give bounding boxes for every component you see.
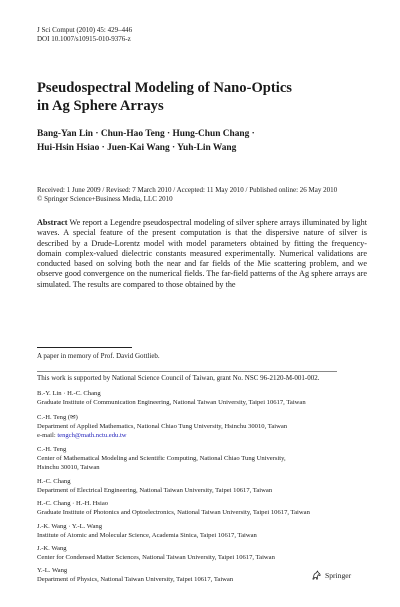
affiliation-institution: Graduate Institute of Photonics and Optoelectronics, National Taiwan University, Taipei 10617, Taiwan bbox=[37, 508, 310, 516]
footnote-support: This work is supported by National Science Council of Taiwan, grant No. NSC 96-2120-M-001-002. bbox=[37, 374, 320, 382]
authors-line-1: Bang-Yan Lin · Chun-Hao Teng · Hung-Chun Chang · bbox=[37, 129, 255, 139]
affiliation-names: H.-C. Chang bbox=[37, 478, 71, 485]
affiliation-names: Y.-L. Wang bbox=[37, 567, 68, 574]
publisher-logo bbox=[311, 570, 351, 581]
affiliation-8 bbox=[37, 567, 233, 585]
affiliation-names: J.-K. Wang bbox=[37, 545, 67, 552]
title-line-2: in Ag Sphere Arrays bbox=[37, 97, 164, 114]
affiliation-institution: Department of Electrical Engineering, National Taiwan University, Taipei 10617, Taiwan bbox=[37, 486, 273, 494]
footnote-memory: A paper in memory of Prof. David Gottlieb. bbox=[37, 352, 160, 360]
journal-header bbox=[37, 26, 132, 44]
title-line-1: Pseudospectral Modeling of Nano-Optics bbox=[37, 80, 292, 96]
authors-line-2: Hui-Hsin Hsiao · Juen-Kai Wang · Yuh-Lin Wang bbox=[37, 142, 237, 153]
affiliation-6 bbox=[37, 523, 257, 541]
abstract bbox=[37, 218, 367, 290]
affiliation-institution-cont: Hsinchu 30010, Taiwan bbox=[37, 463, 100, 471]
email-label: e-mail: bbox=[37, 431, 58, 439]
footnote-divider bbox=[37, 347, 132, 348]
affiliation-1 bbox=[37, 390, 306, 408]
affiliation-institution: Graduate Institute of Communication Engineering, National Taiwan University, Taipei 10617, Taiwan bbox=[37, 398, 306, 406]
affiliation-institution: Center for Condensed Matter Sciences, National Taiwan University, Taipei 10617, Taiwan bbox=[37, 553, 275, 561]
received-dates: Received: 1 June 2009 / Revised: 7 March 2010 / Accepted: 11 May 2010 / Published online: 26 May 2010 bbox=[37, 186, 338, 194]
affiliation-names: J.-K. Wang · Y.-L. Wang bbox=[37, 523, 102, 530]
publisher-name: Springer bbox=[325, 571, 352, 580]
copyright-line: © Springer Science+Business Media, LLC 2010 bbox=[37, 195, 173, 204]
author-list bbox=[37, 128, 255, 155]
affiliation-institution: Institute of Atomic and Molecular Science, Academia Sinica, Taipei 10617, Taiwan bbox=[37, 531, 257, 539]
affiliation-names: H.-C. Chang · H.-H. Hsiao bbox=[37, 500, 109, 507]
doi: DOI 10.1007/s10915-010-9376-z bbox=[37, 35, 131, 43]
affiliation-names: C.-H. Teng (✉) bbox=[37, 414, 78, 421]
affiliation-4 bbox=[37, 478, 272, 496]
affiliation-names: B.-Y. Lin · H.-C. Chang bbox=[37, 390, 101, 397]
abstract-text: We report a Legendre pseudospectral modeling of silver sphere arrays illuminated by light waves. A special feature of the present computation is that the dispersive nature of silver is described by a Drude-Lorentz model with model parameters obtained by fitting the frequency-domain complex-valued dielectric constants measured experimentally. Numerical validations are conducted based on solving both the near and far fields of the Mie scattering problem, and we observe good convergence on the numerical fields. The far-field patterns of the Ag sphere arrays are simulated. The results are compared to those obtained by the bbox=[37, 218, 368, 289]
affiliation-institution: Center of Mathematical Modeling and Scientific Computing, National Chiao Tung University, bbox=[37, 454, 286, 462]
affiliation-email-line bbox=[37, 432, 287, 441]
email-link[interactable]: tengch@math.nctu.edu.tw bbox=[57, 431, 127, 439]
springer-horse-icon bbox=[311, 570, 322, 581]
affiliation-names: C.-H. Teng bbox=[37, 446, 67, 453]
affiliation-3 bbox=[37, 446, 286, 472]
footnote-separator bbox=[37, 371, 337, 372]
affiliation-5 bbox=[37, 500, 310, 518]
abstract-label: Abstract bbox=[37, 218, 68, 227]
publication-history bbox=[37, 186, 337, 205]
journal-citation: J Sci Comput (2010) 45: 429–446 bbox=[37, 26, 133, 34]
paper-title bbox=[37, 80, 292, 115]
affiliation-2 bbox=[37, 414, 287, 440]
affiliation-institution: Department of Physics, National Taiwan University, Taipei 10617, Taiwan bbox=[37, 575, 234, 583]
affiliation-institution: Department of Applied Mathematics, National Chiao Tung University, Hsinchu 30010, Taiwan bbox=[37, 422, 288, 430]
affiliation-7 bbox=[37, 545, 275, 563]
